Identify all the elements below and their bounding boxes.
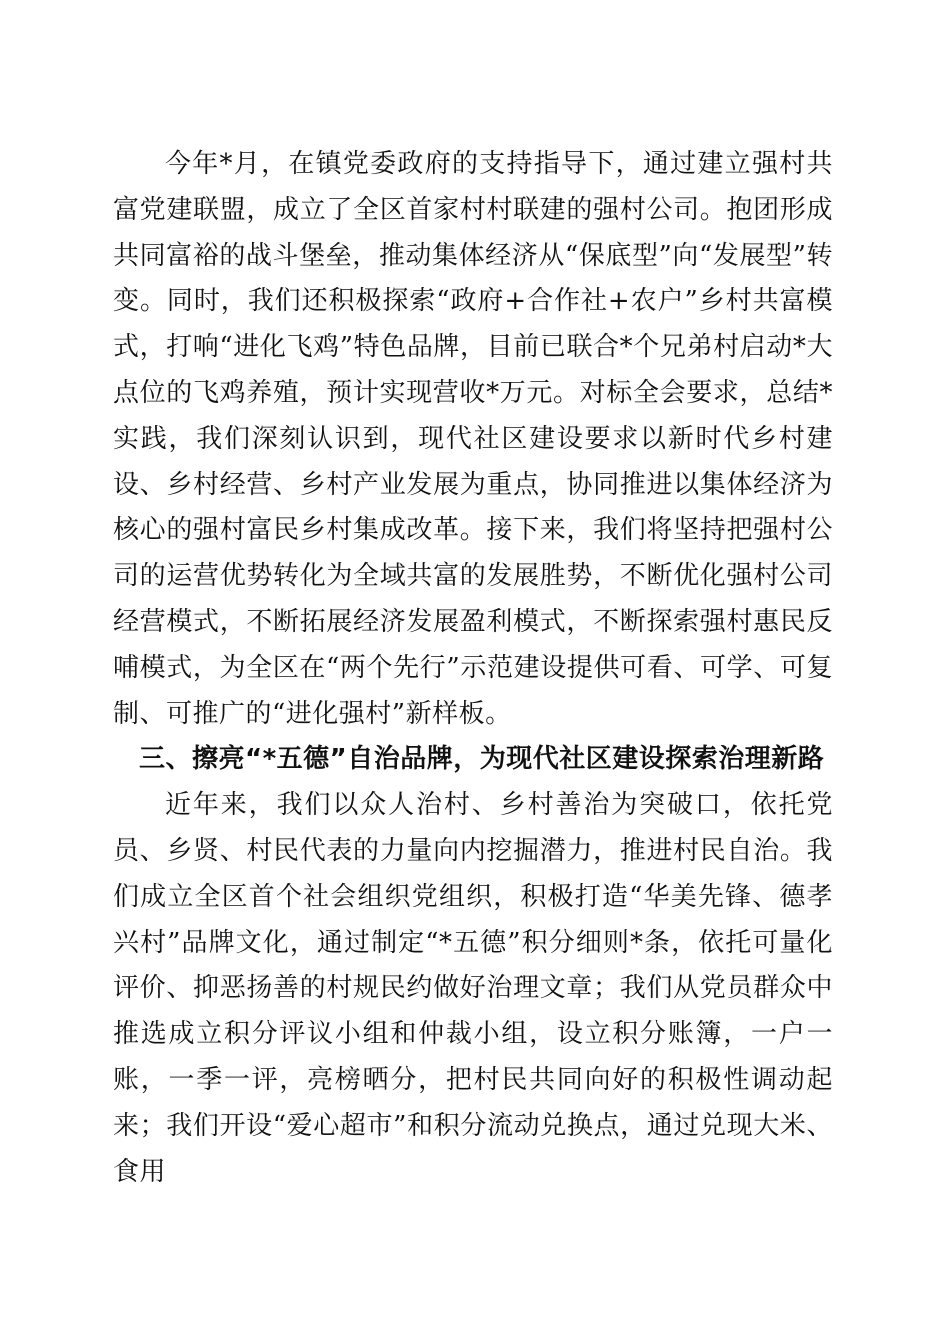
document-body [113, 142, 833, 1195]
body-paragraph: 今年*月，在镇党委政府的支持指导下，通过建立强村共富党建联盟，成立了全区首家村村联建的强村公司。抱团形成共同富裕的战斗堡垒，推动集体经济从“保底型”向“发展型”转变。同时，我们还积极探索“政府+合作社+农户”乡村共富模式，打响“进化飞鸡”特色品牌，目前已联合*个兄弟村启动*大点位的飞鸡养殖，预计实现营收*万元。对标全会要求，总结*实践，我们深刻认识到，现代社区建设要求以新时代乡村建设、乡村经营、乡村产业发展为重点，协同推进以集体经济为核心的强村富民乡村集成改革。接下来，我们将坚持把强村公司的运营优势转化为全域共富的发展胜势，不断优化强村公司经营模式，不断拓展经济发展盈利模式，不断探索强村惠民反哺模式，为全区在“两个先行”示范建设提供可看、可学、可复制、可推广的“进化强村”新样板。 [113, 149, 833, 729]
body-paragraph: 近年来，我们以众人治村、乡村善治为突破口，依托党员、乡贤、村民代表的力量向内挖掘潜力，推进村民自治。我们成立全区首个社会组织党组织，积极打造“华美先锋、德孝兴村”品牌文化，通过制定“*五德”积分细则*条，依托可量化评价、抑恶扬善的村规民约做好治理文章；我们从党员群众中推选成立积分评议小组和仲裁小组，设立积分账簿，一户一账，一季一评，亮榜晒分，把村民共同向好的积极性调动起来；我们开设“爱心超市”和积分流动兑换点，通过兑现大米、食用 [113, 790, 833, 1187]
section-heading: 三、擦亮“*五德”自治品牌，为现代社区建设探索治理新路 [139, 744, 825, 775]
